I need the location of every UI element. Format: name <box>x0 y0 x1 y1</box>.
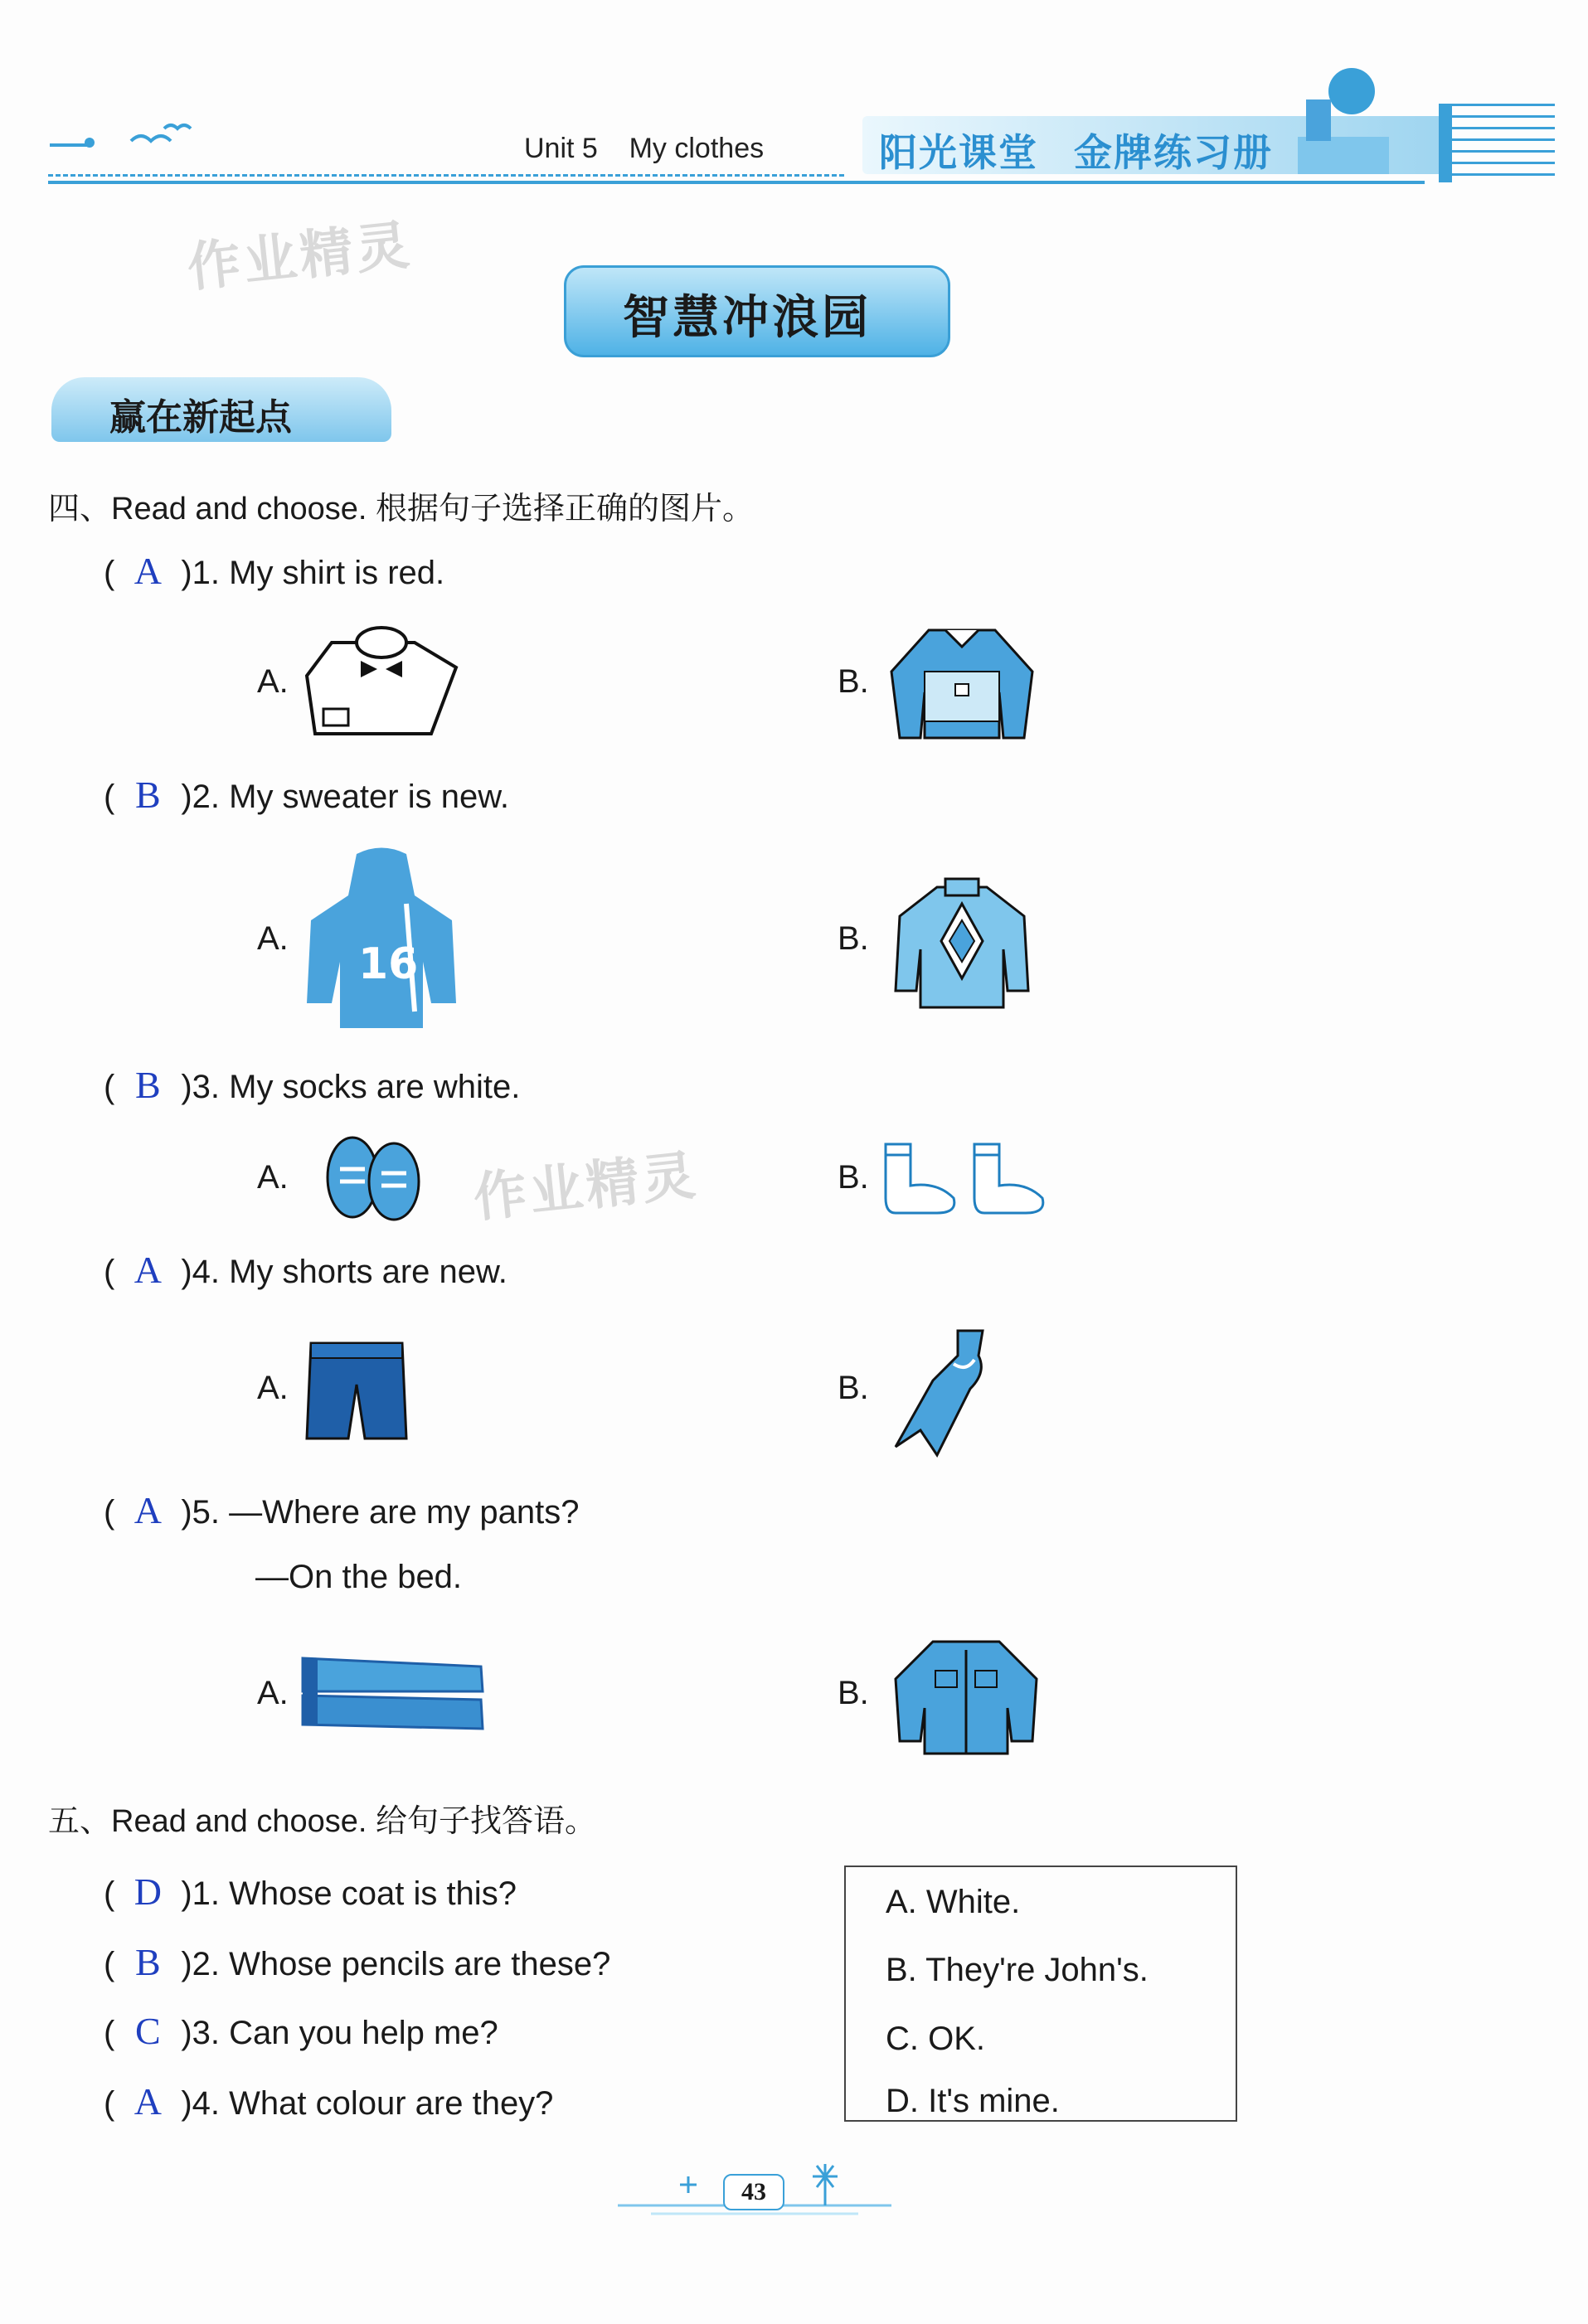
question-text: )2. My sweater is new. <box>181 779 510 815</box>
banner-title: 智慧冲浪园 <box>623 291 872 345</box>
section4-title: 四、Read and choose. 根据句子选择正确的图片。 <box>48 492 755 526</box>
question-text: )3. Can you help me? <box>181 2015 498 2051</box>
brand-left: 阳光课堂 <box>879 130 1038 175</box>
question-row: ( A )4. My shorts are new. <box>104 1249 507 1291</box>
option-a-label: A. <box>257 663 289 700</box>
shirt-icon <box>299 618 464 742</box>
header-stripe-bar <box>1439 104 1452 182</box>
watermark: 作业精灵 <box>470 1144 702 1230</box>
dress-icon <box>887 1322 1012 1459</box>
question-text: )3. My socks are white. <box>181 1069 521 1105</box>
socks-icon <box>879 1140 1053 1215</box>
choice-item: A. White. <box>886 1884 1021 1920</box>
question-row: ( A )1. My shirt is red. <box>104 550 445 592</box>
globe-icon <box>1281 54 1397 178</box>
option-a-label: A. <box>257 1370 289 1406</box>
hoodie-icon <box>299 846 464 1036</box>
answer: D <box>134 1870 162 1913</box>
question-text: )5. —Where are my pants? <box>181 1494 580 1531</box>
header-stripes <box>1439 104 1555 182</box>
page-number: 43 <box>723 2174 784 2210</box>
question-text: )4. My shorts are new. <box>181 1254 507 1290</box>
jacket-icon <box>879 614 1045 746</box>
question-text: )1. Whose coat is this? <box>181 1875 517 1912</box>
choice-item: B. They're John's. <box>886 1952 1149 1988</box>
section5-title: 五、Read and choose. 给句子找答语。 <box>48 1804 597 1839</box>
denim-jacket-icon <box>887 1633 1045 1758</box>
option-a-label: A. <box>257 1159 289 1196</box>
section-banner <box>564 265 950 357</box>
sneakers-icon <box>323 1136 423 1223</box>
question-row: ( B )2. Whose pencils are these? <box>104 1941 611 1983</box>
option-b-label: B. <box>838 1159 869 1196</box>
question-row: ( B )2. My sweater is new. <box>104 774 510 816</box>
answer: A <box>134 2080 162 2123</box>
question-text: )1. My shirt is red. <box>181 555 445 591</box>
question-row: ( D )1. Whose coat is this? <box>104 1870 517 1913</box>
unit-title: Unit 5 My clothes <box>524 133 765 164</box>
question-text-2: —On the bed. <box>255 1559 463 1595</box>
option-b-label: B. <box>838 1675 869 1711</box>
question-row: ( B )3. My socks are white. <box>104 1064 521 1106</box>
question-row: ( A )5. —Where are my pants? <box>104 1489 580 1531</box>
sub-banner-title: 赢在新起点 <box>109 396 292 439</box>
option-b-label: B. <box>838 920 869 957</box>
sweater-icon <box>891 875 1032 1012</box>
option-b-label: B. <box>838 1370 869 1406</box>
answer: B <box>134 1941 161 1983</box>
header-rule <box>48 181 1425 184</box>
answer: B <box>134 1064 161 1106</box>
watermark: 作业精灵 <box>184 214 415 299</box>
option-b-label: B. <box>838 663 869 700</box>
birds-icon <box>48 116 214 174</box>
jersey-number: 16 <box>358 939 419 989</box>
brand-right: 金牌练习册 <box>1074 130 1273 175</box>
answer: A <box>134 1249 162 1291</box>
header-dashed-line <box>48 174 844 177</box>
pants-icon <box>299 1654 485 1733</box>
answer: C <box>134 2010 161 2052</box>
answer: A <box>134 550 162 592</box>
choices-box <box>844 1866 1237 2122</box>
option-a-label: A. <box>257 920 289 957</box>
answer: B <box>134 774 161 816</box>
choice-item: C. OK. <box>886 2021 986 2057</box>
question-row: ( C )3. Can you help me? <box>104 2010 498 2052</box>
question-text: )2. Whose pencils are these? <box>181 1946 611 1982</box>
question-text: )4. What colour are they? <box>181 2085 554 2122</box>
sub-banner <box>51 377 391 442</box>
option-a-label: A. <box>257 1675 289 1711</box>
question-row: ( A )4. What colour are they? <box>104 2080 554 2123</box>
answer: A <box>134 1489 162 1531</box>
shorts-icon <box>303 1339 410 1447</box>
choice-item: D. It's mine. <box>886 2083 1060 2119</box>
